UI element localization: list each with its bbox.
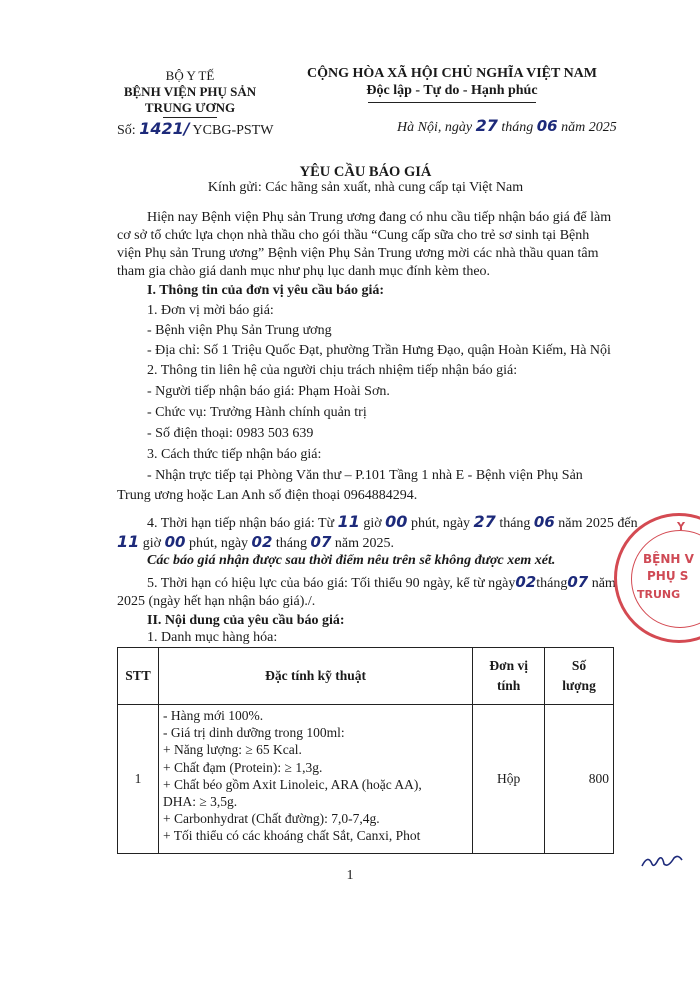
section-2-heading: II. Nội dung của yêu cầu báo giá: [147,613,345,628]
header-left-underline [163,117,217,118]
date-day-handwritten: 27 [475,116,498,135]
document-number-handwritten: 1421/ [139,119,190,138]
document-number [117,119,273,139]
page-title: YÊU CẦU BÁO GIÁ [299,164,432,180]
stamp-text-line3: TRUNG [637,588,681,601]
section-1-heading: I. Thông tin của đơn vị yêu cầu báo giá: [147,283,384,298]
deadline-text: tháng [499,516,531,531]
receipt-method-line-2: Trung ương hoặc Lan Anh số điện thoại 0964884294. [117,488,418,503]
contact-phone: - Số điện thoại: 0983 503 639 [147,426,314,441]
intro-line-2: cơ sở tổ chức lựa chọn nhà thầu cho gói thầu “Cung cấp sữa cho trẻ sơ sinh tại Bệnh [117,228,590,243]
row-spec [158,705,472,854]
col-header-unit-line2: tính [497,678,521,693]
row-unit: Hộp [473,705,545,854]
spec-line: DHA: ≥ 3,5g. [162,794,238,810]
deadline-text: 4. Thời hạn tiếp nhận báo giá: Từ [147,516,335,531]
row-stt: 1 [118,705,159,854]
validity-text: năm [591,576,616,591]
deadline-start-hour: 11 [337,512,360,531]
motto-underline [368,102,536,103]
validity-month-handwritten: 07 [567,573,589,591]
inviting-unit-address: - Địa chỉ: Số 1 Triệu Quốc Đạt, phường Trần Hưng Đạo, quận Hoàn Kiếm, Hà Nội [147,343,611,358]
deadline-line-2 [117,532,394,552]
deadline-end-day: 02 [251,533,273,551]
official-stamp [614,513,700,643]
spec-line: + Chất đạm (Protein): ≥ 1,3g. [162,759,323,775]
contact-position: - Chức vụ: Trưởng Hành chính quản trị [147,405,367,420]
validity-text: 5. Thời hạn có hiệu lực của báo giá: Tối thiểu 90 ngày, kể từ ngày [147,576,516,591]
spec-line: + Năng lượng: ≥ 65 Kcal. [162,742,302,758]
col-header-qty-line2: lượng [562,678,596,693]
col-header-spec: Đặc tính kỹ thuật [158,648,472,705]
deadline-start-minute: 00 [385,512,408,531]
recipient-line: Kính gửi: Các hãng sản xuất, nhà cung cấp tại Việt Nam [207,180,524,195]
section-1-item-3: 3. Cách thức tiếp nhận báo giá: [147,447,322,462]
table-header-row [118,648,614,705]
deadline-end-month: 07 [310,533,332,551]
hospital-name-line1: BỆNH VIỆN PHỤ SẢN [123,84,257,99]
spec-line: - Hàng mới 100%. [162,708,264,723]
deadline-text: tháng [275,536,308,551]
stamp-text-top: Y [677,520,685,533]
issue-date [397,116,617,136]
deadline-text: phút, ngày [188,536,249,551]
ministry-name: BỘ Y TẾ [165,68,215,83]
deadline-text: giờ [142,536,162,551]
date-city: Hà Nội, ngày [397,120,473,135]
col-header-unit [473,648,545,705]
validity-line-2: 2025 (ngày hết hạn nhận báo giá)./. [117,594,316,609]
section-1-item-2: 2. Thông tin liên hệ của người chịu trách nhiệm tiếp nhận báo giá: [147,363,518,378]
col-header-unit-line1: Đơn vị [489,658,528,673]
intro-line-4: tham gia chào giá danh mục như phụ lục danh mục đính kèm theo. [117,264,491,279]
deadline-text: phút, ngày [410,516,471,531]
date-year: năm 2025 [561,120,617,135]
initials-signature [640,850,684,872]
national-motto: Độc lập - Tự do - Hạnh phúc [366,83,538,98]
spec-line: + Carbonhydrat (Chất đường): 7,0-7,4g. [162,811,380,827]
validity-text: tháng [536,576,568,591]
country-name: CỘNG HÒA XÃ HỘI CHỦ NGHĨA VIỆT NAM [306,66,597,81]
stamp-text-line2: PHỤ S [647,569,689,583]
intro-line-1: Hiện nay Bệnh viện Phụ sản Trung ương đang có nhu cầu tiếp nhận báo giá để làm [147,210,612,225]
deadline-start-day: 27 [473,512,496,531]
goods-table [117,647,614,854]
deadline-line-1 [147,512,638,532]
hospital-name-line2: TRUNG ƯƠNG [144,100,236,115]
deadline-text: năm 2025. [334,536,395,551]
spec-line: + Tối thiểu có các khoáng chất Sắt, Canxi, Phot [162,828,421,844]
spec-line: + Chất béo gồm Axit Linoleic, ARA (hoặc AA), [162,776,422,792]
section-2-item-1: 1. Danh mục hàng hóa: [147,630,278,645]
deadline-text: năm 2025 đến [558,516,638,531]
col-header-qty-line1: Số [571,658,587,673]
deadline-text: giờ [363,516,382,531]
late-submission-warning: Các báo giá nhận được sau thời điểm nêu trên sẽ không được xem xét. [147,553,556,568]
validity-day-handwritten: 02 [515,573,537,591]
spec-line: - Giá trị dinh dưỡng trong 100ml: [162,725,345,741]
deadline-start-month: 06 [533,513,555,531]
section-1-item-1: 1. Đơn vị mời báo giá: [147,303,274,318]
document-number-suffix: YCBG-PSTW [192,123,274,138]
receipt-method-line-1: - Nhận trực tiếp tại Phòng Văn thư – P.101 Tầng 1 nhà E - Bệnh viện Phụ Sản [147,468,583,483]
col-header-qty [545,648,614,705]
date-month-handwritten: 06 [536,117,558,135]
col-header-stt: STT [118,648,159,705]
table-row [118,705,614,854]
intro-line-3: viện Phụ sản Trung ương” Bệnh viện Phụ Sản Trung ương mời các nhà thầu quan tâm [117,246,599,261]
date-month-label: tháng [501,120,534,135]
validity-line-1 [147,573,616,592]
deadline-end-minute: 00 [164,533,186,551]
page-number: 1 [346,868,354,883]
contact-person: - Người tiếp nhận báo giá: Phạm Hoài Sơn. [147,384,390,399]
row-qty: 800 [545,705,614,854]
deadline-end-hour: 11 [117,532,140,551]
inviting-unit-name: - Bệnh viện Phụ Sản Trung ương [147,323,332,338]
stamp-text-line1: BỆNH V [643,552,694,566]
document-number-prefix: Số: [117,123,136,138]
